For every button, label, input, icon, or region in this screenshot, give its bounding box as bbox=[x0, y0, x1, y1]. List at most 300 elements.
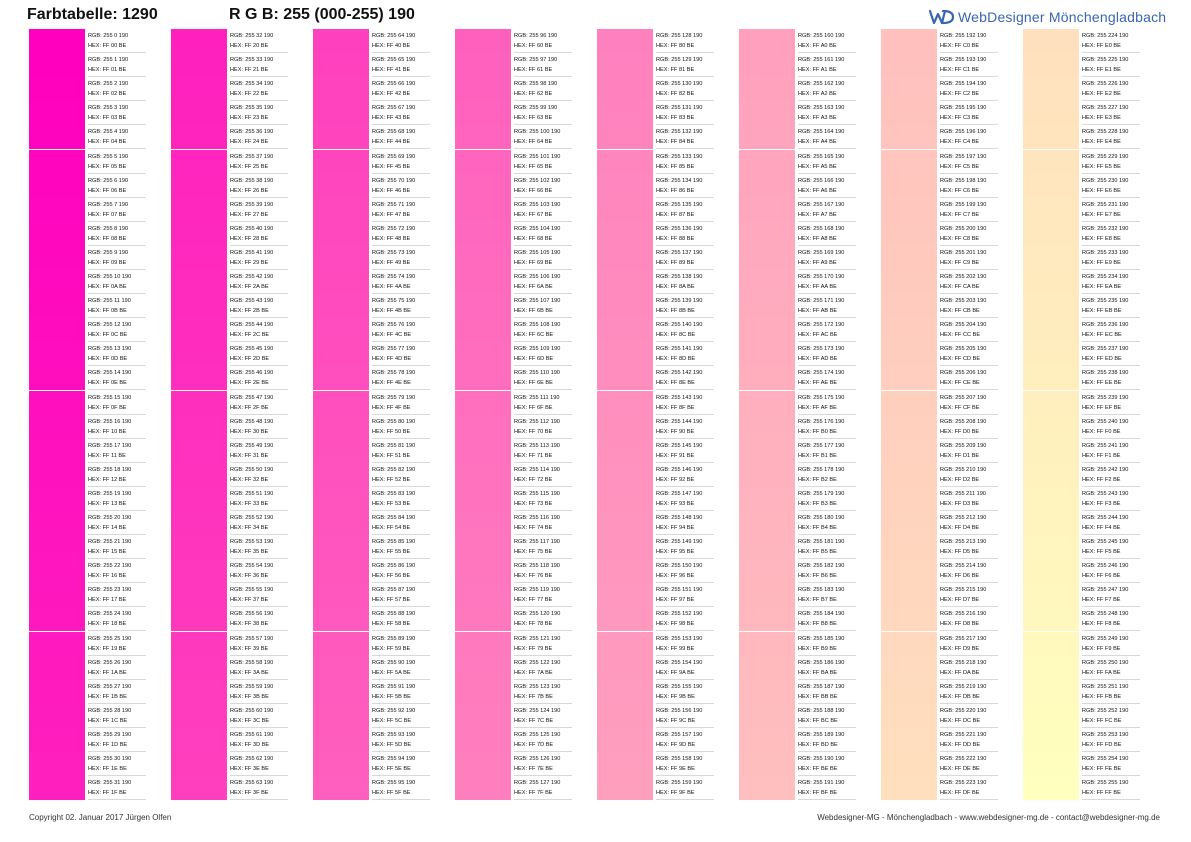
color-label bbox=[798, 391, 856, 415]
color-label bbox=[798, 559, 856, 583]
color-label bbox=[88, 656, 146, 680]
hex-value: HEX: FF CD BE bbox=[940, 356, 981, 363]
rgb-value: RGB: 255 28 190 bbox=[88, 707, 132, 714]
rgb-value: RGB: 255 84 190 bbox=[372, 515, 416, 521]
color-swatch bbox=[739, 29, 795, 53]
rgb-value: RGB: 255 71 190 bbox=[372, 201, 416, 208]
color-swatch bbox=[1023, 656, 1079, 680]
rgb-value: RGB: 255 224 190 bbox=[1082, 33, 1129, 39]
color-swatch bbox=[597, 77, 653, 101]
hex-value: HEX: FF B9 BE bbox=[798, 645, 837, 652]
hex-value: HEX: FF 90 BE bbox=[656, 428, 695, 435]
hex-value: HEX: FF 39 BE bbox=[230, 645, 269, 652]
color-label bbox=[656, 559, 714, 583]
color-swatch bbox=[455, 77, 511, 101]
color-swatch bbox=[171, 752, 227, 776]
color-entry bbox=[171, 535, 291, 559]
color-swatch bbox=[313, 342, 369, 366]
color-label bbox=[1082, 246, 1140, 270]
rgb-value: RGB: 255 44 190 bbox=[230, 322, 274, 329]
hex-value: HEX: FF A7 BE bbox=[798, 211, 837, 218]
color-label bbox=[230, 680, 288, 704]
rgb-value: RGB: 255 67 190 bbox=[372, 105, 416, 112]
color-swatch bbox=[881, 728, 937, 752]
hex-value: HEX: FF D6 BE bbox=[940, 573, 980, 580]
color-label bbox=[798, 246, 856, 270]
color-swatch bbox=[455, 415, 511, 439]
color-column bbox=[1023, 29, 1143, 800]
color-entry bbox=[171, 77, 291, 101]
color-label bbox=[514, 511, 572, 535]
rgb-value: RGB: 255 64 190 bbox=[372, 33, 416, 39]
color-label bbox=[88, 391, 146, 415]
rgb-value: RGB: 255 86 190 bbox=[372, 563, 416, 570]
color-label bbox=[230, 222, 288, 246]
color-label bbox=[1082, 125, 1140, 149]
rgb-value: RGB: 255 164 190 bbox=[798, 129, 845, 136]
rgb-value: RGB: 255 126 190 bbox=[514, 756, 561, 762]
hex-value: HEX: FF 97 BE bbox=[656, 597, 695, 604]
rgb-value: RGB: 255 218 190 bbox=[940, 659, 987, 666]
color-swatch bbox=[881, 366, 937, 390]
color-swatch bbox=[29, 53, 85, 77]
rgb-value: RGB: 255 106 190 bbox=[514, 274, 561, 280]
color-swatch bbox=[1023, 463, 1079, 487]
rgb-value: RGB: 255 112 190 bbox=[514, 418, 560, 425]
hex-value: HEX: FF E5 BE bbox=[1082, 163, 1121, 170]
color-entry bbox=[739, 463, 859, 487]
color-entry bbox=[881, 29, 1001, 53]
rgb-value: RGB: 255 219 190 bbox=[940, 683, 987, 690]
color-label bbox=[798, 752, 856, 776]
color-swatch bbox=[171, 704, 227, 728]
color-entry bbox=[313, 535, 433, 559]
color-label bbox=[372, 583, 430, 607]
color-swatch bbox=[171, 294, 227, 318]
color-entry bbox=[455, 366, 575, 390]
color-entry bbox=[1023, 728, 1143, 752]
color-swatch bbox=[597, 125, 653, 149]
hex-value: HEX: FF 5B BE bbox=[372, 693, 411, 700]
color-swatch bbox=[455, 728, 511, 752]
color-swatch bbox=[1023, 77, 1079, 101]
color-label bbox=[88, 270, 146, 294]
color-label bbox=[514, 101, 572, 125]
color-swatch bbox=[1023, 511, 1079, 535]
color-swatch bbox=[29, 511, 85, 535]
hex-value: HEX: FF 99 BE bbox=[656, 645, 695, 652]
rgb-value: RGB: 255 153 190 bbox=[656, 635, 703, 642]
color-label bbox=[88, 752, 146, 776]
rgb-value: RGB: 255 208 190 bbox=[940, 418, 987, 425]
color-entry bbox=[597, 101, 717, 125]
hex-value: HEX: FF 58 BE bbox=[372, 621, 411, 628]
color-label bbox=[1082, 415, 1140, 439]
rgb-value: RGB: 255 207 190 bbox=[940, 394, 987, 401]
rgb-value: RGB: 255 37 190 bbox=[230, 153, 274, 160]
hex-value: HEX: FF 86 BE bbox=[656, 187, 695, 194]
color-label bbox=[798, 656, 856, 680]
color-entry bbox=[739, 704, 859, 728]
hex-value: HEX: FF 67 BE bbox=[514, 211, 553, 218]
rgb-value: RGB: 255 102 190 bbox=[514, 177, 561, 184]
color-swatch bbox=[881, 511, 937, 535]
color-label bbox=[372, 656, 430, 680]
hex-value: HEX: FF B2 BE bbox=[798, 476, 837, 483]
rgb-value: RGB: 255 239 190 bbox=[1082, 394, 1129, 401]
color-entry bbox=[455, 246, 575, 270]
rgb-value: RGB: 255 197 190 bbox=[940, 153, 987, 160]
color-swatch bbox=[171, 270, 227, 294]
color-entry bbox=[739, 632, 859, 656]
hex-value: HEX: FF 01 BE bbox=[88, 67, 127, 74]
color-swatch bbox=[171, 511, 227, 535]
color-label bbox=[88, 607, 146, 631]
color-swatch bbox=[29, 270, 85, 294]
rgb-value: RGB: 255 131 190 bbox=[656, 105, 703, 112]
color-swatch bbox=[881, 270, 937, 294]
hex-value: HEX: FF 68 BE bbox=[514, 235, 553, 242]
color-swatch bbox=[313, 222, 369, 246]
rgb-value: RGB: 255 62 190 bbox=[230, 756, 274, 762]
color-label bbox=[230, 246, 288, 270]
color-entry bbox=[171, 728, 291, 752]
color-swatch bbox=[29, 198, 85, 222]
color-entry bbox=[739, 222, 859, 246]
color-swatch bbox=[313, 439, 369, 463]
hex-value: HEX: FF 9B BE bbox=[656, 693, 695, 700]
color-label bbox=[514, 53, 572, 77]
hex-value: HEX: FF 65 BE bbox=[514, 163, 553, 170]
color-swatch bbox=[171, 101, 227, 125]
color-entry bbox=[171, 53, 291, 77]
color-label bbox=[798, 29, 856, 53]
color-swatch bbox=[597, 29, 653, 53]
rgb-value: RGB: 255 115 190 bbox=[514, 490, 560, 497]
hex-value: HEX: FF E2 BE bbox=[1082, 91, 1121, 98]
color-swatch bbox=[313, 728, 369, 752]
rgb-value: RGB: 255 241 190 bbox=[1082, 442, 1129, 449]
hex-value: HEX: FF 7E BE bbox=[514, 766, 553, 772]
color-swatch bbox=[597, 342, 653, 366]
rgb-value: RGB: 255 170 190 bbox=[798, 274, 845, 280]
color-swatch bbox=[455, 294, 511, 318]
color-entry bbox=[313, 294, 433, 318]
color-label bbox=[230, 53, 288, 77]
color-swatch bbox=[171, 222, 227, 246]
rgb-value: RGB: 255 188 190 bbox=[798, 707, 845, 714]
hex-value: HEX: FF 27 BE bbox=[230, 211, 269, 218]
color-label bbox=[940, 198, 998, 222]
color-swatch bbox=[455, 656, 511, 680]
color-label bbox=[656, 511, 714, 535]
color-swatch bbox=[1023, 270, 1079, 294]
color-swatch bbox=[455, 680, 511, 704]
color-swatch bbox=[455, 511, 511, 535]
rgb-value: RGB: 255 11 190 bbox=[88, 298, 131, 305]
hex-value: HEX: FF 96 BE bbox=[656, 573, 695, 580]
color-label bbox=[656, 439, 714, 463]
color-swatch bbox=[597, 53, 653, 77]
hex-value: HEX: FF B3 BE bbox=[798, 500, 837, 507]
rgb-value: RGB: 255 251 190 bbox=[1082, 683, 1129, 690]
color-label bbox=[372, 559, 430, 583]
color-swatch bbox=[29, 77, 85, 101]
rgb-value: RGB: 255 3 190 bbox=[88, 105, 129, 112]
hex-value: HEX: FF 19 BE bbox=[88, 645, 127, 652]
color-label bbox=[798, 77, 856, 101]
brand-logo[interactable] bbox=[928, 8, 1166, 26]
color-entry bbox=[881, 198, 1001, 222]
color-swatch bbox=[739, 53, 795, 77]
color-label bbox=[514, 366, 572, 390]
color-label bbox=[1082, 198, 1140, 222]
color-entry bbox=[739, 559, 859, 583]
color-entry bbox=[29, 776, 149, 800]
color-label bbox=[88, 174, 146, 198]
color-entry bbox=[455, 559, 575, 583]
color-swatch bbox=[597, 511, 653, 535]
color-entry bbox=[171, 366, 291, 390]
rgb-value: RGB: 255 14 190 bbox=[88, 370, 132, 377]
rgb-value: RGB: 255 230 190 bbox=[1082, 177, 1129, 184]
color-swatch bbox=[597, 246, 653, 270]
rgb-value: RGB: 255 48 190 bbox=[230, 418, 274, 425]
color-entry bbox=[313, 342, 433, 366]
rgb-value: RGB: 255 6 190 bbox=[88, 177, 129, 184]
color-swatch bbox=[29, 125, 85, 149]
color-label bbox=[372, 439, 430, 463]
color-swatch bbox=[29, 680, 85, 704]
rgb-value: RGB: 255 59 190 bbox=[230, 683, 274, 690]
color-swatch bbox=[455, 583, 511, 607]
color-entry bbox=[171, 150, 291, 174]
rgb-value: RGB: 255 158 190 bbox=[656, 756, 703, 762]
color-entry bbox=[597, 559, 717, 583]
hex-value: HEX: FF 6D BE bbox=[514, 356, 554, 363]
color-swatch bbox=[1023, 752, 1079, 776]
hex-value: HEX: FF FF BE bbox=[1082, 790, 1121, 797]
rgb-value: RGB: 255 35 190 bbox=[230, 105, 274, 112]
color-swatch bbox=[455, 174, 511, 198]
rgb-value: RGB: 255 163 190 bbox=[798, 105, 845, 112]
rgb-value: RGB: 255 166 190 bbox=[798, 177, 845, 184]
hex-value: HEX: FF 6A BE bbox=[514, 284, 553, 290]
color-entry bbox=[1023, 656, 1143, 680]
rgb-value: RGB: 255 34 190 bbox=[230, 81, 274, 88]
color-entry bbox=[313, 583, 433, 607]
hex-value: HEX: FF B6 BE bbox=[798, 573, 837, 580]
color-label bbox=[372, 776, 430, 800]
color-label bbox=[940, 511, 998, 535]
color-entry bbox=[597, 752, 717, 776]
color-label bbox=[88, 632, 146, 656]
rgb-value: RGB: 255 56 190 bbox=[230, 611, 274, 618]
color-label bbox=[372, 270, 430, 294]
color-label bbox=[88, 29, 146, 53]
color-label bbox=[514, 415, 572, 439]
rgb-value: RGB: 255 42 190 bbox=[230, 274, 274, 280]
hex-value: HEX: FF 1F BE bbox=[88, 790, 127, 797]
color-entry bbox=[739, 511, 859, 535]
color-swatch bbox=[1023, 29, 1079, 53]
rgb-value: RGB: 255 80 190 bbox=[372, 418, 416, 425]
color-column bbox=[455, 29, 575, 800]
rgb-range-subtitle: R G B: 255 (000-255) 190 bbox=[229, 6, 415, 23]
color-label bbox=[514, 559, 572, 583]
color-swatch bbox=[881, 656, 937, 680]
hex-value: HEX: FF 8F BE bbox=[656, 404, 695, 411]
rgb-value: RGB: 255 77 190 bbox=[372, 346, 416, 353]
color-label bbox=[230, 150, 288, 174]
color-column bbox=[881, 29, 1001, 800]
hex-value: HEX: FF E4 BE bbox=[1082, 139, 1121, 146]
hex-value: HEX: FF 7B BE bbox=[514, 693, 553, 700]
color-entry bbox=[881, 77, 1001, 101]
color-entry bbox=[29, 125, 149, 149]
color-swatch bbox=[739, 222, 795, 246]
color-label bbox=[88, 318, 146, 342]
color-table bbox=[29, 29, 1141, 800]
rgb-value: RGB: 255 181 190 bbox=[798, 539, 845, 546]
color-label bbox=[514, 728, 572, 752]
color-entry bbox=[1023, 391, 1143, 415]
rgb-value: RGB: 255 137 190 bbox=[656, 249, 703, 256]
hex-value: HEX: FF C9 BE bbox=[940, 259, 980, 266]
rgb-value: RGB: 255 121 190 bbox=[514, 635, 561, 642]
color-swatch bbox=[1023, 222, 1079, 246]
color-entry bbox=[313, 680, 433, 704]
color-swatch bbox=[739, 246, 795, 270]
rgb-value: RGB: 255 36 190 bbox=[230, 129, 274, 136]
color-entry bbox=[597, 53, 717, 77]
color-entry bbox=[1023, 415, 1143, 439]
rgb-value: RGB: 255 26 190 bbox=[88, 659, 132, 666]
color-swatch bbox=[29, 415, 85, 439]
color-entry bbox=[1023, 559, 1143, 583]
rgb-value: RGB: 255 223 190 bbox=[940, 780, 987, 787]
color-entry bbox=[881, 511, 1001, 535]
rgb-value: RGB: 255 110 190 bbox=[514, 370, 560, 377]
color-label bbox=[1082, 728, 1140, 752]
color-label bbox=[1082, 583, 1140, 607]
rgb-value: RGB: 255 244 190 bbox=[1082, 515, 1129, 521]
rgb-value: RGB: 255 177 190 bbox=[798, 442, 845, 449]
color-label bbox=[514, 752, 572, 776]
rgb-value: RGB: 255 99 190 bbox=[514, 105, 558, 112]
color-label bbox=[514, 294, 572, 318]
color-label bbox=[230, 535, 288, 559]
rgb-value: RGB: 255 104 190 bbox=[514, 225, 561, 232]
hex-value: HEX: FF 03 BE bbox=[88, 115, 127, 122]
color-label bbox=[798, 535, 856, 559]
color-swatch bbox=[313, 270, 369, 294]
color-swatch bbox=[1023, 607, 1079, 631]
rgb-value: RGB: 255 231 190 bbox=[1082, 201, 1129, 208]
color-swatch bbox=[29, 487, 85, 511]
hex-value: HEX: FF 04 BE bbox=[88, 139, 127, 146]
color-label bbox=[230, 415, 288, 439]
color-entry bbox=[455, 535, 575, 559]
color-swatch bbox=[171, 366, 227, 390]
color-swatch bbox=[739, 487, 795, 511]
color-entry bbox=[29, 101, 149, 125]
color-entry bbox=[597, 680, 717, 704]
color-swatch bbox=[29, 439, 85, 463]
page-title: Farbtabelle: 1290 bbox=[27, 6, 158, 23]
color-entry bbox=[1023, 583, 1143, 607]
color-label bbox=[230, 294, 288, 318]
color-swatch bbox=[881, 680, 937, 704]
color-label bbox=[372, 318, 430, 342]
color-swatch bbox=[455, 704, 511, 728]
rgb-value: RGB: 255 117 190 bbox=[514, 539, 560, 546]
hex-value: HEX: FF 73 BE bbox=[514, 500, 553, 507]
color-entry bbox=[171, 391, 291, 415]
color-swatch bbox=[455, 439, 511, 463]
color-swatch bbox=[739, 463, 795, 487]
color-swatch bbox=[455, 222, 511, 246]
hex-value: HEX: FF 70 BE bbox=[514, 428, 553, 435]
color-swatch bbox=[313, 53, 369, 77]
color-entry bbox=[171, 101, 291, 125]
hex-value: HEX: FF 48 BE bbox=[372, 235, 411, 242]
rgb-value: RGB: 255 52 190 bbox=[230, 515, 274, 521]
color-label bbox=[798, 198, 856, 222]
color-entry bbox=[171, 656, 291, 680]
hex-value: HEX: FF EA BE bbox=[1082, 284, 1122, 290]
color-label bbox=[656, 704, 714, 728]
rgb-value: RGB: 255 55 190 bbox=[230, 587, 274, 594]
color-label bbox=[514, 607, 572, 631]
color-swatch bbox=[881, 222, 937, 246]
rgb-value: RGB: 255 105 190 bbox=[514, 249, 561, 256]
color-label bbox=[88, 246, 146, 270]
color-swatch bbox=[1023, 53, 1079, 77]
color-swatch bbox=[739, 198, 795, 222]
color-label bbox=[656, 535, 714, 559]
hex-value: HEX: FF D0 BE bbox=[940, 428, 980, 435]
color-label bbox=[514, 463, 572, 487]
color-swatch bbox=[171, 125, 227, 149]
color-swatch bbox=[455, 535, 511, 559]
rgb-value: RGB: 255 128 190 bbox=[656, 33, 703, 39]
color-swatch bbox=[313, 125, 369, 149]
hex-value: HEX: FF 34 BE bbox=[230, 525, 269, 531]
color-swatch bbox=[881, 583, 937, 607]
rgb-value: RGB: 255 155 190 bbox=[656, 683, 703, 690]
hex-value: HEX: FF A0 BE bbox=[798, 43, 837, 49]
color-entry bbox=[313, 439, 433, 463]
color-swatch bbox=[1023, 366, 1079, 390]
color-entry bbox=[1023, 535, 1143, 559]
color-swatch bbox=[29, 29, 85, 53]
color-entry bbox=[1023, 318, 1143, 342]
hex-value: HEX: FF 3C BE bbox=[230, 717, 270, 724]
hex-value: HEX: FF C1 BE bbox=[940, 67, 980, 74]
color-swatch bbox=[171, 776, 227, 800]
color-label bbox=[940, 342, 998, 366]
color-entry bbox=[597, 222, 717, 246]
rgb-value: RGB: 255 18 190 bbox=[88, 466, 132, 473]
color-entry bbox=[313, 53, 433, 77]
color-swatch bbox=[171, 198, 227, 222]
color-entry bbox=[313, 150, 433, 174]
color-swatch bbox=[455, 246, 511, 270]
rgb-value: RGB: 255 123 190 bbox=[514, 683, 561, 690]
color-label bbox=[372, 535, 430, 559]
rgb-value: RGB: 255 10 190 bbox=[88, 274, 132, 280]
